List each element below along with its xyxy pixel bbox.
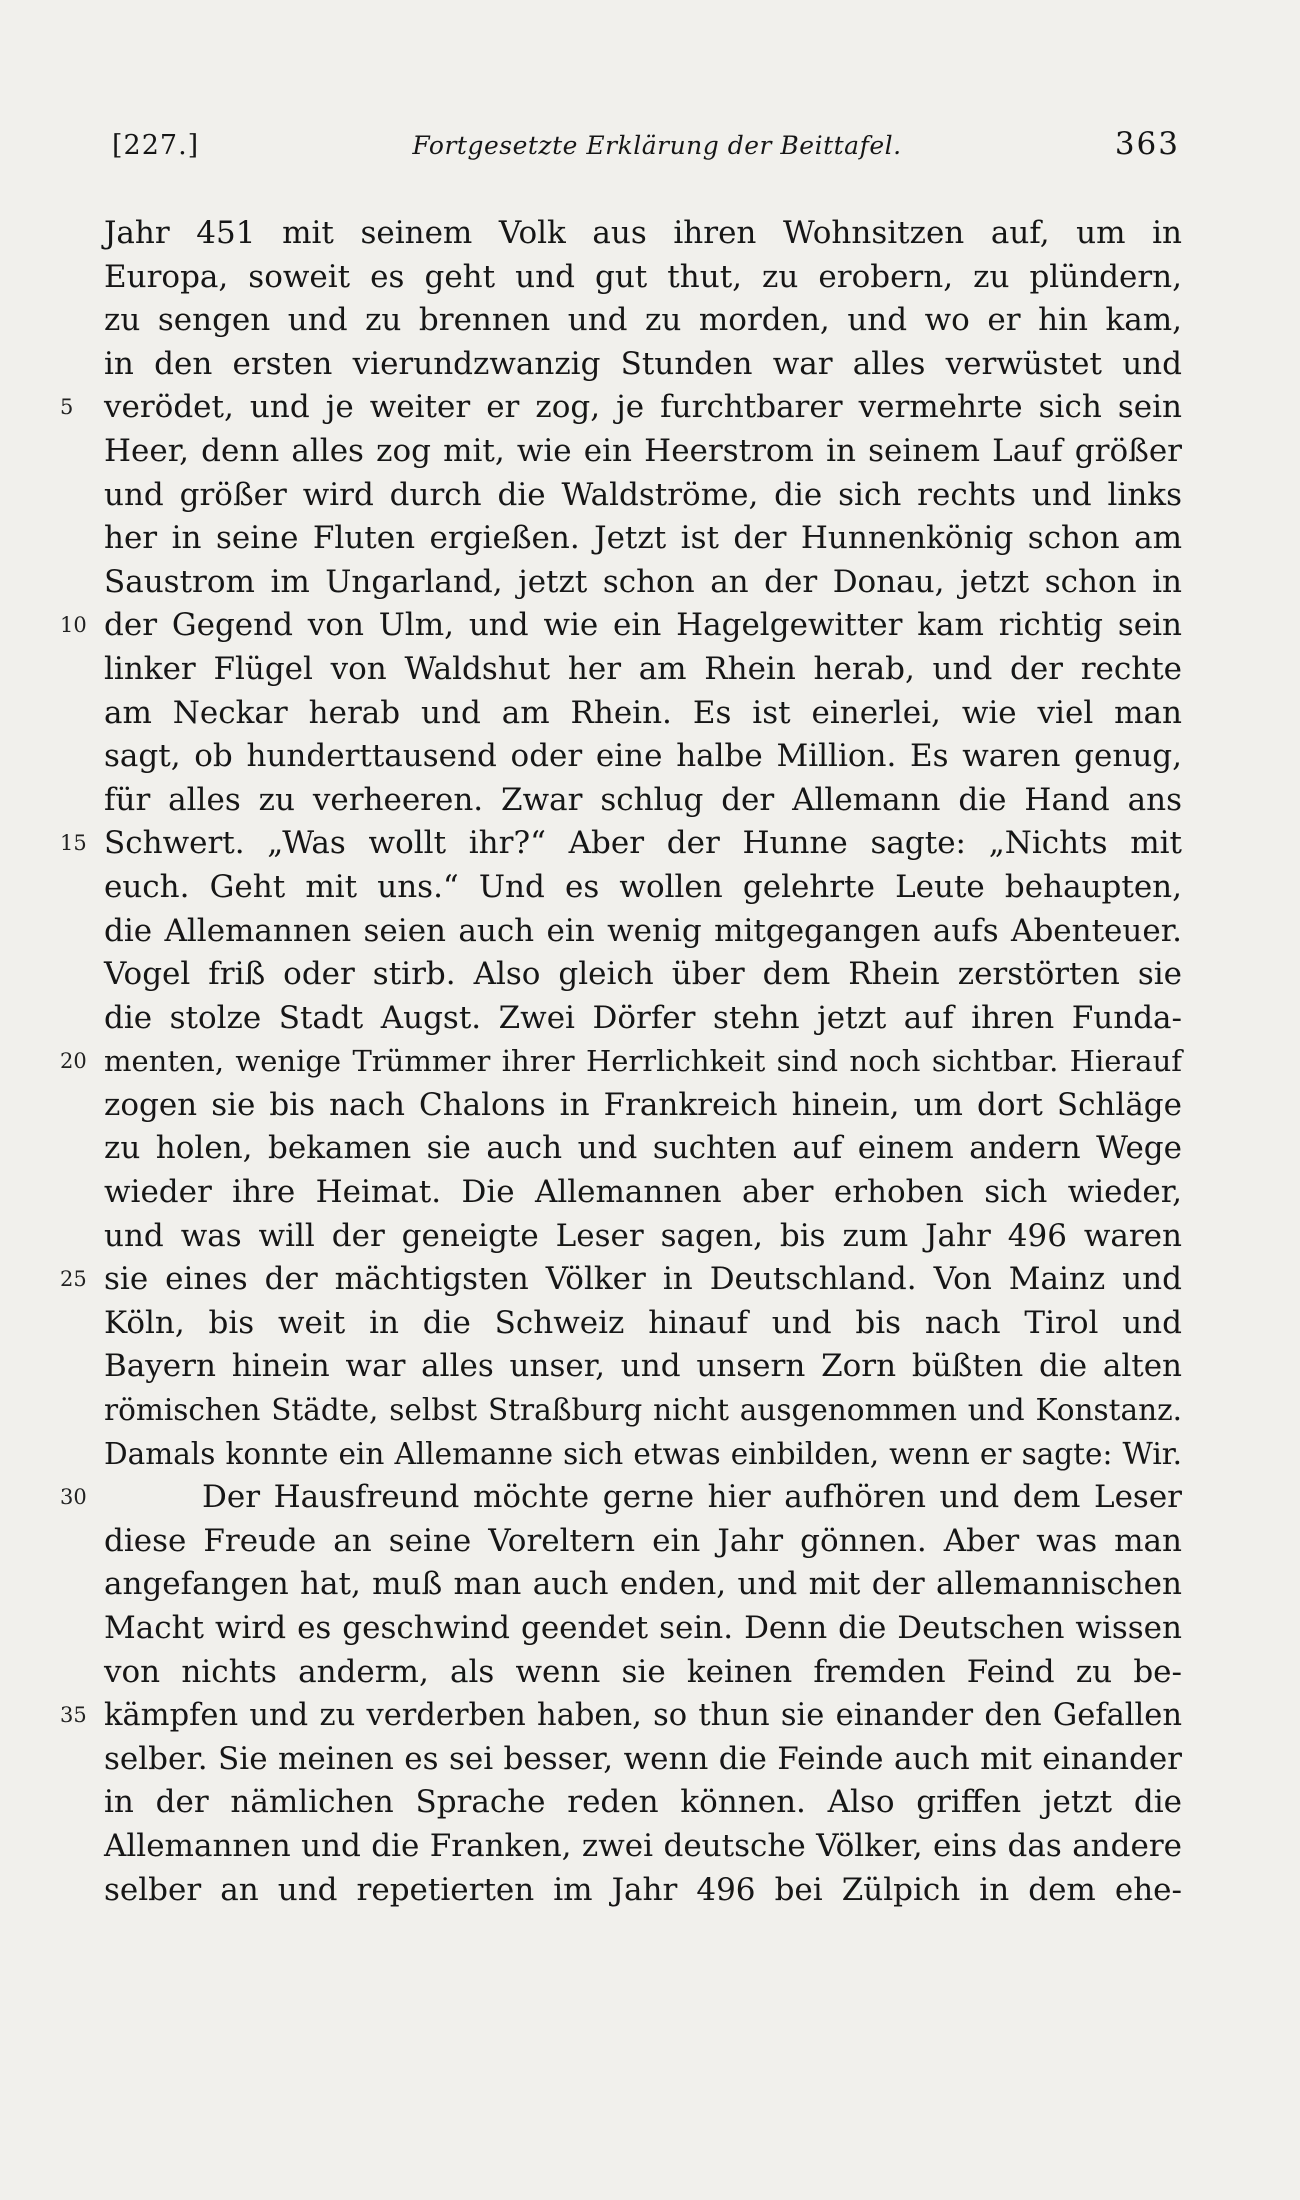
line-text: und größer wird durch die Waldströme, die sich rechts und links bbox=[104, 476, 1182, 513]
text-line bbox=[104, 1215, 1182, 1259]
line-text: Der Hausfreund möchte gerne hier aufhören und dem Leser bbox=[202, 1479, 1182, 1516]
line-text: selber an und repetierten im Jahr 496 bei Zülpich in dem ehe- bbox=[104, 1871, 1182, 1908]
line-text: und was will der geneigte Leser sagen, bis zum Jahr 496 waren bbox=[104, 1217, 1182, 1254]
text-line bbox=[104, 1345, 1182, 1389]
text-line bbox=[104, 212, 1182, 256]
page-number: 363 bbox=[1114, 126, 1180, 162]
text-line bbox=[104, 1825, 1182, 1869]
text-line bbox=[104, 648, 1182, 692]
line-text: römischen Städte, selbst Straßburg nicht ausgenommen und Konstanz. bbox=[104, 1393, 1182, 1428]
text-line bbox=[104, 953, 1182, 997]
text-line bbox=[104, 910, 1182, 954]
line-text: her in seine Fluten ergießen. Jetzt ist der Hunnenkönig schon am bbox=[104, 520, 1182, 557]
text-line bbox=[104, 517, 1182, 561]
text-line bbox=[104, 1171, 1182, 1215]
line-number: 35 bbox=[60, 1703, 87, 1728]
line-text: in den ersten vierundzwanzig Stunden war alles verwüstet und bbox=[104, 345, 1182, 382]
line-text: für alles zu verheeren. Zwar schlug der Allemann die Hand ans bbox=[104, 781, 1182, 818]
line-text: euch. Geht mit uns.“ Und es wollen gelehrte Leute behaupten, bbox=[104, 868, 1182, 905]
line-text: der Gegend von Ulm, und wie ein Hagelgewitter kam richtig sein bbox=[104, 607, 1182, 644]
text-line bbox=[104, 1127, 1182, 1171]
text-line bbox=[104, 1563, 1182, 1607]
text-line bbox=[104, 1520, 1182, 1564]
line-text: die Allemannen seien auch ein wenig mitgegangen aufs Abenteuer. bbox=[104, 912, 1182, 949]
line-text: Allemannen und die Franken, zwei deutsche Völker, eins das andere bbox=[104, 1827, 1182, 1864]
line-text: zogen sie bis nach Chalons in Frankreich hinein, um dort Schläge bbox=[104, 1086, 1182, 1123]
text-line bbox=[104, 299, 1182, 343]
text-line bbox=[60, 1040, 1182, 1084]
text-line bbox=[60, 604, 1182, 648]
line-text: linker Flügel von Waldshut her am Rhein herab, und der rechte bbox=[104, 650, 1182, 687]
text-line bbox=[104, 1651, 1182, 1695]
text-line bbox=[104, 343, 1182, 387]
text-line bbox=[104, 1781, 1182, 1825]
line-text: Damals konnte ein Allemanne sich etwas einbilden, wenn er sagte: Wir. bbox=[104, 1436, 1182, 1471]
line-number: 20 bbox=[60, 1049, 87, 1074]
line-text: wieder ihre Heimat. Die Allemannen aber erhoben sich wieder, bbox=[104, 1174, 1182, 1211]
line-text: Saustrom im Ungarland, jetzt schon an der Donau, jetzt schon in bbox=[104, 563, 1182, 600]
line-text: Schwert. „Was wollt ihr?“ Aber der Hunne sagte: „Nichts mit bbox=[104, 825, 1182, 862]
text-line bbox=[104, 692, 1182, 736]
line-text: in der nämlichen Sprache reden können. Also griffen jetzt die bbox=[104, 1784, 1182, 1821]
running-title: Fortgesetzte Erklärung der Beittafel. bbox=[412, 131, 902, 160]
line-number: 5 bbox=[60, 395, 74, 420]
text-line bbox=[60, 1258, 1182, 1302]
line-text: sie eines der mächtigsten Völker in Deutschland. Von Mainz und bbox=[104, 1261, 1182, 1298]
section-marker: [227.] bbox=[112, 130, 200, 161]
line-text: zu holen, bekamen sie auch und suchten auf einem andern Wege bbox=[104, 1130, 1182, 1167]
text-line bbox=[104, 866, 1182, 910]
text-line bbox=[104, 1869, 1182, 1913]
text-line bbox=[60, 1476, 1182, 1520]
body-text bbox=[60, 212, 1182, 1912]
text-line bbox=[104, 1607, 1182, 1651]
line-text: selber. Sie meinen es sei besser, wenn die Feinde auch mit einander bbox=[104, 1740, 1182, 1777]
text-line bbox=[104, 256, 1182, 300]
text-line bbox=[104, 1084, 1182, 1128]
text-line bbox=[60, 386, 1182, 430]
line-text: von nichts anderm, als wenn sie keinen fremden Feind zu be- bbox=[104, 1653, 1182, 1690]
line-number: 25 bbox=[60, 1267, 87, 1292]
line-text: die stolze Stadt Augst. Zwei Dörfer stehn jetzt auf ihren Funda- bbox=[104, 999, 1182, 1036]
text-line bbox=[104, 1389, 1182, 1433]
line-text: Köln, bis weit in die Schweiz hinauf und bis nach Tirol und bbox=[104, 1304, 1182, 1341]
line-text: am Neckar herab und am Rhein. Es ist einerlei, wie viel man bbox=[104, 694, 1182, 731]
line-number: 15 bbox=[60, 831, 87, 856]
text-line bbox=[104, 1433, 1182, 1477]
line-text: Jahr 451 mit seinem Volk aus ihren Wohnsitzen auf, um in bbox=[104, 215, 1182, 251]
line-text: Macht wird es geschwind geendet sein. Denn die Deutschen wissen bbox=[104, 1610, 1182, 1646]
text-line bbox=[104, 1738, 1182, 1782]
text-line bbox=[60, 1694, 1182, 1738]
line-number: 10 bbox=[60, 613, 87, 638]
line-text: kämpfen und zu verderben haben, so thun sie einander den Gefallen bbox=[104, 1698, 1182, 1734]
line-text: zu sengen und zu brennen und zu morden, und wo er hin kam, bbox=[104, 302, 1182, 339]
line-text: menten, wenige Trümmer ihrer Herrlichkeit sind noch sichtbar. Hierauf bbox=[104, 1044, 1182, 1079]
line-text: Vogel friß oder stirb. Also gleich über dem Rhein zerstörten sie bbox=[104, 956, 1182, 993]
text-line bbox=[104, 1302, 1182, 1346]
line-text: angefangen hat, muß man auch enden, und mit der allemannischen bbox=[104, 1566, 1182, 1603]
text-line bbox=[104, 474, 1182, 518]
text-line bbox=[104, 735, 1182, 779]
line-text: verödet, und je weiter er zog, je furchtbarer vermehrte sich sein bbox=[104, 389, 1182, 426]
text-line bbox=[104, 997, 1182, 1041]
line-text: Heer, denn alles zog mit, wie ein Heerstrom in seinem Lauf größer bbox=[104, 432, 1182, 469]
line-text: diese Freude an seine Voreltern ein Jahr gönnen. Aber was man bbox=[104, 1522, 1182, 1559]
text-line bbox=[104, 430, 1182, 474]
text-line bbox=[60, 822, 1182, 866]
line-text: Bayern hinein war alles unser, und unsern Zorn büßten die alten bbox=[104, 1348, 1182, 1385]
line-number: 30 bbox=[60, 1485, 87, 1510]
line-text: sagt, ob hunderttausend oder eine halbe Million. Es waren genug, bbox=[104, 738, 1182, 775]
text-line bbox=[104, 779, 1182, 823]
text-line bbox=[104, 561, 1182, 605]
running-head bbox=[112, 126, 1180, 176]
line-text: Europa, soweit es geht und gut thut, zu erobern, zu plündern, bbox=[104, 258, 1182, 295]
